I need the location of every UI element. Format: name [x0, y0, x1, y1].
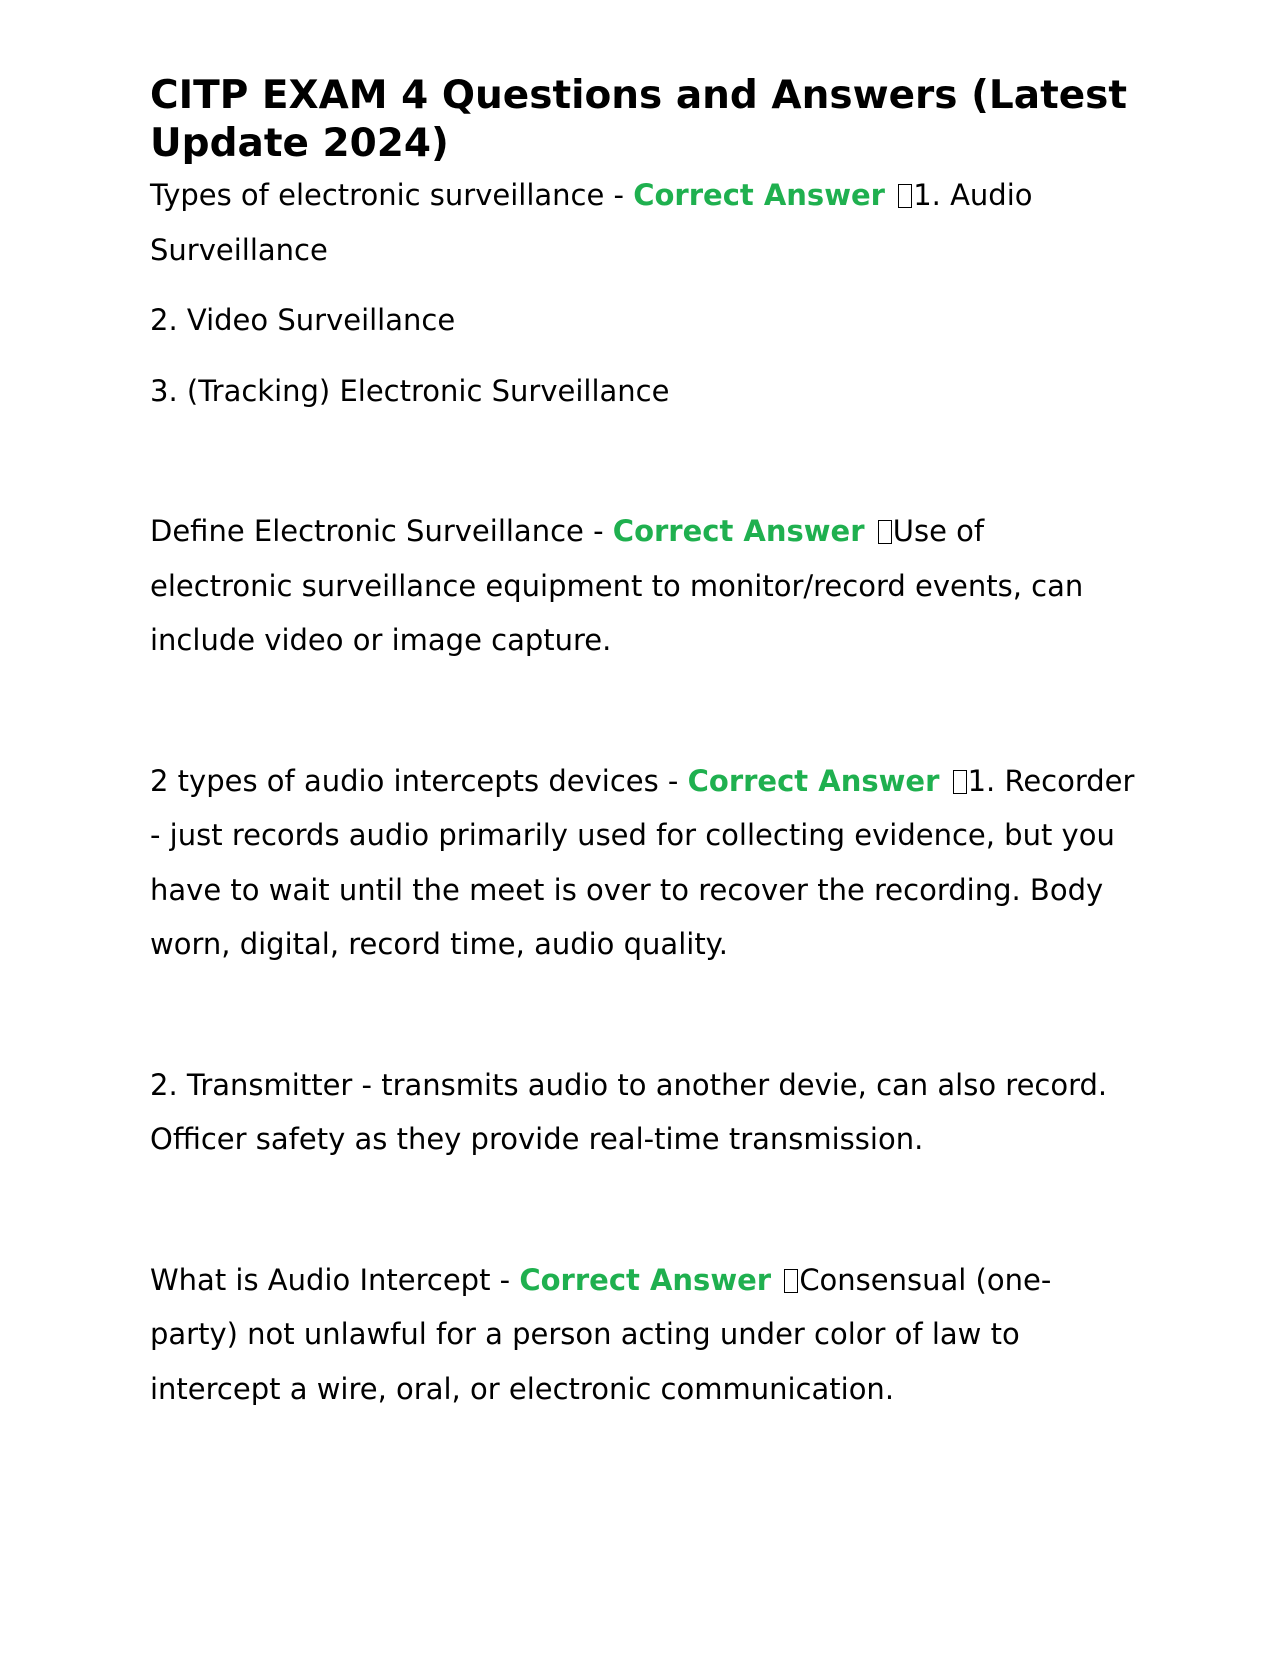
- answer-text: Use of electronic surveillance equipment to monitor/record events, can include video or image capture.: [150, 514, 1084, 657]
- correct-answer-label: Correct Answer: [612, 514, 865, 548]
- answer-continuation: 2. Transmitter - transmits audio to another devie, can also record. Officer safety as they provide real-time transmission.: [150, 1067, 1108, 1156]
- document-title: CITP EXAM 4 Questions and Answers (Latest Update 2024): [150, 73, 1128, 166]
- answer-text: Consensual (one-party) not unlawful for a person acting under color of law to intercept a wire, oral, or electronic communication.: [150, 1262, 1052, 1406]
- missing-glyph-icon: [898, 184, 912, 208]
- correct-answer-label: Correct Answer: [519, 1262, 772, 1297]
- missing-glyph-icon: [878, 520, 892, 544]
- document-body: [150, 72, 1135, 1416]
- question-text: Define Electronic Surveillance -: [150, 514, 613, 548]
- qa-item-1: [150, 168, 1135, 277]
- question-text: 2 types of audio intercepts devices -: [150, 763, 688, 798]
- missing-glyph-icon: [953, 770, 967, 794]
- qa-item-4: [150, 1253, 1135, 1417]
- correct-answer-label: Correct Answer: [633, 178, 885, 212]
- answer-text: 1. Audio Surveillance: [150, 178, 1033, 267]
- question-text: What is Audio Intercept -: [150, 1262, 520, 1297]
- question-text: Types of electronic surveillance -: [150, 178, 634, 212]
- qa-item-3: [150, 754, 1135, 972]
- correct-answer-label: Correct Answer: [687, 763, 940, 798]
- answer-text: 1. Recorder - just records audio primarily used for collecting evidence, but you have to wait until the meet is over to recover the recording. Body worn, digital, record time, audio quality.: [150, 763, 1135, 961]
- missing-glyph-icon: [784, 1269, 798, 1293]
- answer-continuation: 3. (Tracking) Electronic Surveillance: [150, 373, 670, 408]
- answer-continuation: 2. Video Surveillance: [150, 303, 456, 337]
- qa-item-2: [150, 504, 1135, 668]
